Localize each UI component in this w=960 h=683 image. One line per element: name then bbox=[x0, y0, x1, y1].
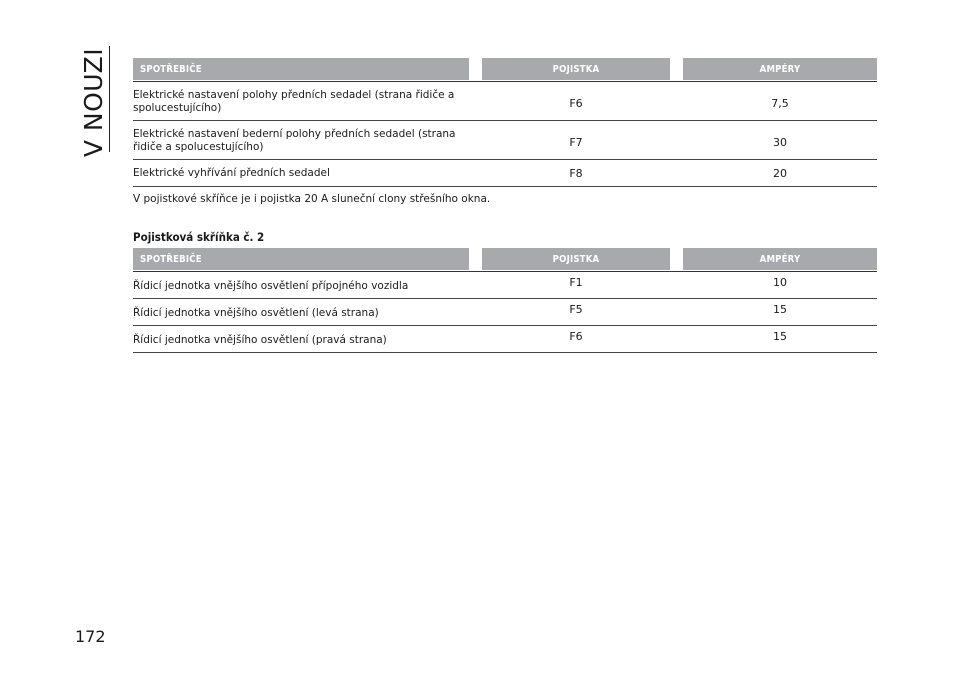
header-consumer: SPOTŘEBIČE bbox=[133, 58, 469, 80]
table-header bbox=[133, 58, 877, 80]
cell-consumer: Řídicí jednotka vnějšího osvětlení (levá strana) bbox=[133, 307, 379, 319]
table-row bbox=[133, 326, 877, 353]
cell-consumer: Elektrické nastavení bederní polohy předních sedadel (strana řidiče a spolucestujícího) bbox=[133, 128, 456, 153]
table-row bbox=[133, 272, 877, 299]
cell-fuse: F5 bbox=[569, 303, 583, 316]
header-amps: AMPÉRY bbox=[683, 248, 877, 270]
cell-fuse: F8 bbox=[569, 167, 583, 180]
section-heading: Pojistková skříňka č. 2 bbox=[133, 230, 265, 244]
cell-consumer: Řídicí jednotka vnějšího osvětlení (pravá strana) bbox=[133, 334, 387, 346]
header-fuse: POJISTKA bbox=[482, 58, 670, 80]
cell-consumer: Elektrické nastavení polohy předních sedadel (strana řidiče a spolucestujícího) bbox=[133, 89, 455, 114]
table-note: V pojistkové skříňce je i pojistka 20 A sluneční clony střešního okna. bbox=[133, 193, 491, 205]
fuse-table-1 bbox=[133, 58, 877, 187]
cell-fuse: F6 bbox=[569, 330, 583, 343]
section-title-rule bbox=[109, 46, 110, 152]
page-number: 172 bbox=[75, 627, 106, 646]
cell-consumer: Řídicí jednotka vnějšího osvětlení přípojného vozidla bbox=[133, 280, 409, 292]
cell-consumer: Elektrické vyhřívání předních sedadel bbox=[133, 167, 330, 179]
section-title-text: V NOUZI bbox=[79, 47, 109, 157]
table-header bbox=[133, 248, 877, 270]
table-row bbox=[133, 82, 877, 121]
fuse-table-2 bbox=[133, 248, 877, 353]
cell-amps: 7,5 bbox=[771, 97, 789, 110]
section-title bbox=[78, 47, 110, 157]
table-row bbox=[133, 121, 877, 160]
header-fuse: POJISTKA bbox=[482, 248, 670, 270]
header-amps: AMPÉRY bbox=[683, 58, 877, 80]
cell-fuse: F6 bbox=[569, 97, 583, 110]
header-consumer: SPOTŘEBIČE bbox=[133, 248, 469, 270]
cell-fuse: F7 bbox=[569, 136, 583, 149]
table-row bbox=[133, 299, 877, 326]
cell-fuse: F1 bbox=[569, 276, 583, 289]
cell-amps: 15 bbox=[773, 330, 787, 343]
cell-amps: 30 bbox=[773, 136, 787, 149]
cell-amps: 10 bbox=[773, 276, 787, 289]
table-row bbox=[133, 160, 877, 187]
cell-amps: 15 bbox=[773, 303, 787, 316]
cell-amps: 20 bbox=[773, 167, 787, 180]
